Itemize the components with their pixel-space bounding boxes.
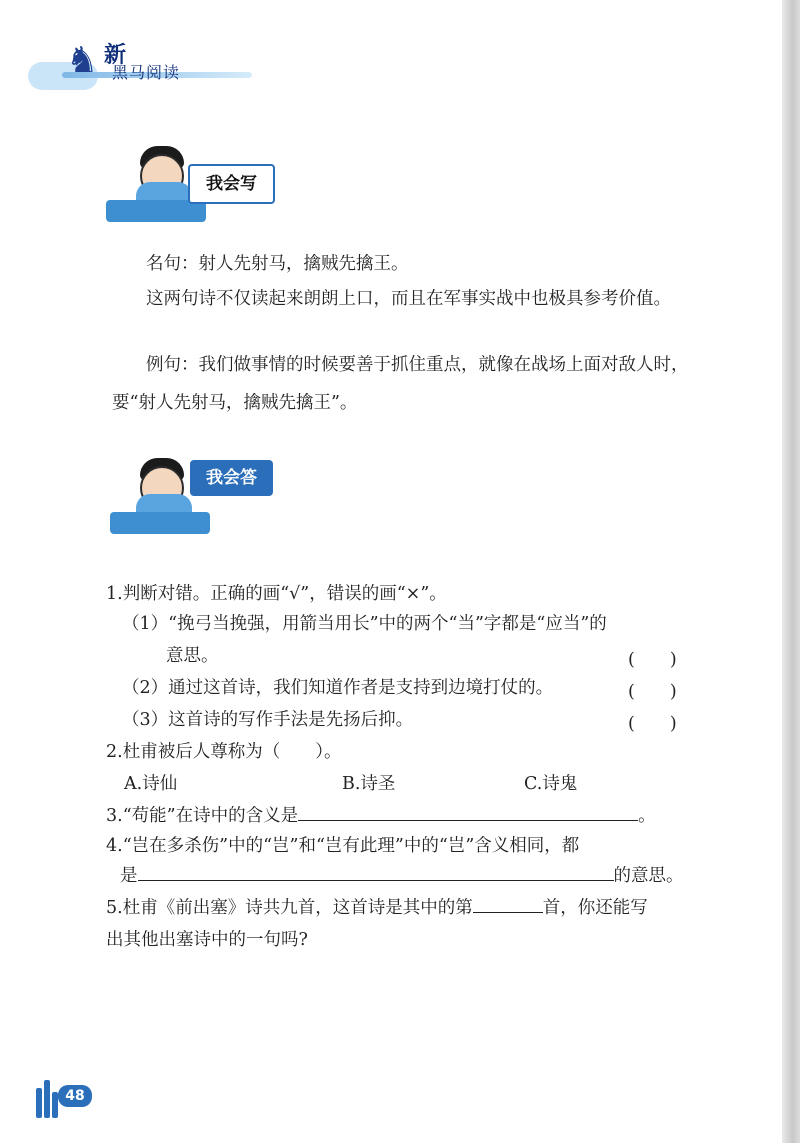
q5-suffix: 首，你还能写: [542, 898, 648, 918]
q1-item-3: （3）这首诗的写作手法是先扬后抑。: [122, 710, 414, 730]
pencil-cup-icon: [36, 1080, 58, 1118]
section-badge-write: 我会写: [188, 164, 275, 204]
q1-item-2: （2）通过这首诗，我们知道作者是支持到边境打仗的。: [122, 678, 554, 698]
horse-logo-icon: ♞: [66, 40, 99, 81]
brand-prefix: 新: [104, 42, 127, 68]
q5-line-1: [106, 892, 648, 925]
q5-prefix: 5.杜甫《前出塞》诗共九首，这首诗是其中的第: [106, 898, 473, 918]
q3-answer-blank[interactable]: [298, 800, 638, 821]
section-badge-answer: 我会答: [190, 460, 273, 496]
q1-item-1-cont: 意思。: [166, 646, 219, 666]
q2-option-b[interactable]: B.诗圣: [342, 774, 396, 794]
q4-line-1: 4.“岂在多杀伤”中的“岂”和“岂有此理”中的“岂”含义相同，都: [106, 836, 580, 856]
book-spine-shadow: [782, 0, 800, 1143]
q4-line-2: [120, 860, 684, 893]
q1-item-2-answer-box[interactable]: ( ): [628, 682, 677, 702]
q2-option-a[interactable]: A.诗仙: [124, 774, 178, 794]
q1-item-1-answer-box[interactable]: ( ): [628, 650, 677, 670]
q5-line-2: 出其他出塞诗中的一句吗?: [106, 930, 308, 950]
brand-header: [22, 36, 252, 96]
q3-prefix: 3.“苟能”在诗中的含义是: [106, 806, 299, 826]
q2-prompt: 2.杜甫被后人尊称为（ ）。: [106, 742, 342, 762]
famous-line: 名句：射人先射马，擒贼先擒王。: [146, 254, 409, 274]
q3-line: [106, 800, 656, 833]
q2-option-c[interactable]: C.诗鬼: [524, 774, 578, 794]
q1-prompt: 1.判断对错。正确的画“√”，错误的画“×”。: [106, 584, 447, 604]
q5-answer-blank[interactable]: [473, 892, 543, 913]
q3-suffix: 。: [638, 806, 656, 826]
q1-item-3-answer-box[interactable]: ( ): [628, 714, 677, 734]
explanation-paragraph: 这两句诗不仅读起来朗朗上口，而且在军事实战中也极具参考价值。: [146, 289, 671, 309]
q4-prefix: 是: [120, 866, 138, 886]
brand-name: 黑马阅读: [112, 63, 181, 82]
example-paragraph: 例句：我们做事情的时候要善于抓住重点，就像在战场上面对敌人时，要“射人先射马，擒贼先擒王”。: [112, 355, 689, 413]
q4-suffix: 的意思。: [613, 866, 684, 886]
q1-item-1: （1）“挽弓当挽强，用箭当用长”中的两个“当”字都是“应当”的: [122, 614, 607, 634]
page-number: 48: [58, 1085, 92, 1107]
q4-answer-blank[interactable]: [138, 860, 614, 881]
